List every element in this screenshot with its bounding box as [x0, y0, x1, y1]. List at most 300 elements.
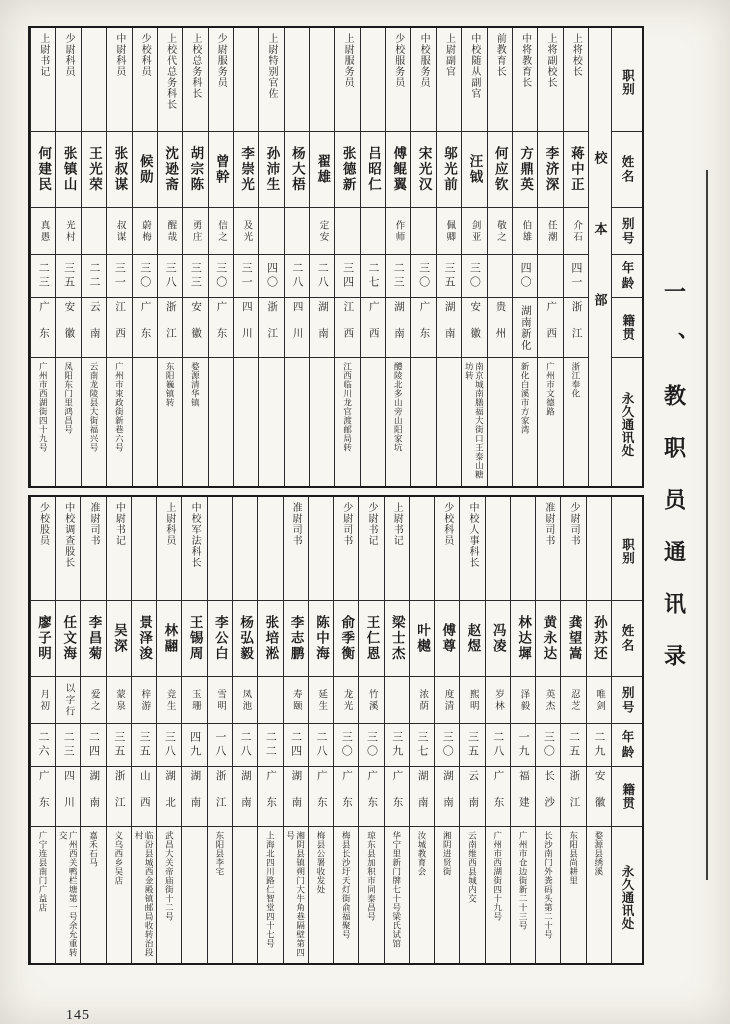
person-address: 东阳巍镇转	[165, 362, 176, 407]
person-address-cell	[513, 358, 537, 486]
person-address-cell	[488, 358, 512, 486]
person-native-cell	[410, 767, 434, 827]
person-rank-cell	[133, 28, 157, 132]
person-age-cell	[182, 724, 206, 767]
person-rank-cell	[386, 28, 410, 132]
header-age-cell	[612, 255, 642, 298]
person-age-cell	[133, 255, 157, 298]
person-name: 林翮	[162, 623, 178, 654]
person-alias: 任潮	[545, 219, 556, 243]
person-column	[232, 497, 257, 963]
person-age: 二八	[239, 731, 252, 759]
person-name: 王光荣	[86, 146, 102, 193]
person-age: 四一	[569, 262, 582, 290]
person-alias: 叔谋	[114, 219, 125, 243]
person-rank: 上将副校长	[544, 33, 556, 88]
person-rank-cell	[158, 28, 182, 132]
person-alias-cell	[561, 677, 585, 724]
person-native-cell	[511, 767, 535, 827]
person-address-cell	[538, 358, 562, 486]
person-address: 云南维西县城内交	[467, 831, 478, 903]
person-name-cell	[310, 132, 334, 208]
person-rank-cell	[462, 28, 486, 132]
person-alias-cell	[258, 677, 282, 724]
person-age: 三〇	[138, 262, 151, 290]
person-native: 安徽	[63, 301, 75, 354]
person-column	[106, 497, 131, 963]
person-native: 广东	[340, 770, 352, 823]
person-alias: 玉珊	[189, 688, 200, 712]
person-age: 二四	[87, 731, 100, 759]
person-address-cell	[335, 358, 359, 486]
person-native-cell	[208, 767, 232, 827]
person-age: 一八	[213, 731, 226, 759]
person-rank-cell	[209, 28, 233, 132]
person-rank: 中校随从副官	[468, 33, 480, 99]
person-age-cell	[410, 724, 434, 767]
person-name: 邬光前	[442, 146, 458, 193]
person-age: 二四	[289, 731, 302, 759]
person-column	[181, 497, 206, 963]
person-alias: 延生	[316, 688, 327, 712]
header-address-label: 永久通讯处	[620, 864, 634, 930]
person-age: 二六	[37, 731, 50, 759]
person-name-cell	[486, 601, 510, 677]
person-rank: 准尉司书	[290, 502, 302, 546]
person-alias: 蔚梅	[139, 219, 150, 243]
person-native-cell	[561, 767, 585, 827]
person-address: 婺源清华镇	[190, 362, 201, 407]
person-address-cell	[486, 827, 510, 963]
person-rank: 少尉服务员	[215, 33, 227, 88]
header-column	[611, 497, 642, 963]
person-native-cell	[310, 298, 334, 358]
person-age: 三〇	[441, 731, 454, 759]
person-native: 广东	[366, 770, 378, 823]
person-name: 黄永达	[541, 615, 557, 662]
person-rank: 中校调查股长	[62, 502, 74, 568]
person-alias-cell	[233, 677, 257, 724]
person-alias: 佩卿	[444, 219, 455, 243]
person-native: 福建	[517, 770, 529, 823]
person-age: 三七	[416, 731, 428, 759]
person-rank: 少尉书记	[365, 502, 377, 546]
person-address-cell	[310, 358, 334, 486]
person-name-cell	[513, 132, 537, 208]
person-address: 临汾县城西金殿镇邮局收转治段村	[134, 831, 155, 957]
person-name-cell	[81, 601, 105, 677]
header-age-cell	[612, 724, 642, 767]
person-alias-cell	[386, 208, 410, 255]
person-name-cell	[107, 601, 131, 677]
person-column	[308, 497, 333, 963]
person-age: 三五	[138, 731, 151, 759]
bottom-table-columns	[30, 497, 642, 963]
person-address-cell	[183, 358, 207, 486]
person-address: 江西临川龙官渡邮局转	[342, 362, 353, 452]
person-column	[283, 497, 308, 963]
person-address-cell	[107, 827, 131, 963]
person-name: 张培淞	[263, 615, 279, 662]
person-column	[55, 497, 80, 963]
person-alias-cell	[587, 677, 611, 724]
person-age-cell	[82, 255, 106, 298]
person-rank-cell	[183, 28, 207, 132]
person-alias-cell	[157, 677, 181, 724]
person-native-cell	[460, 767, 484, 827]
person-column	[81, 28, 106, 486]
person-name: 景泽浚	[137, 615, 153, 662]
person-alias-cell	[361, 208, 385, 255]
person-address-cell	[435, 827, 459, 963]
person-rank-cell	[234, 28, 258, 132]
person-column	[535, 497, 560, 963]
person-name: 宋光汉	[416, 146, 432, 193]
person-native-cell	[157, 767, 181, 827]
person-alias-cell	[359, 677, 383, 724]
person-age: 三八	[164, 262, 177, 290]
person-address-cell	[561, 827, 585, 963]
person-rank-cell	[107, 497, 131, 601]
person-alias: 醒哉	[165, 219, 176, 243]
person-name-cell	[31, 132, 55, 208]
header-alias-cell	[612, 208, 642, 255]
person-name-cell	[209, 132, 233, 208]
header-native-cell	[612, 298, 642, 358]
person-alias: 作师	[393, 219, 404, 243]
person-rank: 上校代总务科长	[164, 33, 176, 110]
person-address-cell	[460, 827, 484, 963]
person-native-cell	[107, 298, 131, 358]
person-address: 琼东县加积市同泰昌号	[366, 831, 377, 921]
person-name: 龚望嵩	[566, 615, 582, 662]
person-alias-cell	[107, 677, 131, 724]
person-native: 四川	[240, 301, 252, 354]
person-address: 湘阴进贤街	[442, 831, 453, 876]
person-name-cell	[309, 601, 333, 677]
person-address-cell	[56, 358, 80, 486]
person-name: 俞季衡	[339, 615, 355, 662]
person-native: 广东	[418, 301, 430, 354]
person-name-cell	[107, 132, 131, 208]
person-column	[208, 28, 233, 486]
person-native-cell	[233, 767, 257, 827]
person-address: 凤阳东门里鸿昌号	[63, 362, 74, 434]
person-alias-cell	[31, 208, 55, 255]
person-column	[485, 497, 510, 963]
person-rank: 上尉副官	[443, 33, 455, 77]
person-address: 广州市文德路	[545, 362, 556, 416]
person-address: 广州市西湖街四十九号	[38, 362, 49, 452]
person-native-cell	[335, 298, 359, 358]
person-rank: 中尉科员	[113, 33, 125, 77]
person-address: 广州市仓边街新二十三号	[518, 831, 529, 930]
person-address: 嘉禾石马	[88, 831, 99, 867]
person-name-cell	[411, 132, 435, 208]
person-rank: 中校人事科长	[467, 502, 479, 568]
person-name-cell	[56, 132, 80, 208]
person-address: 婺源县绣溪	[593, 831, 604, 876]
person-alias: 敬之	[494, 219, 505, 243]
person-column	[385, 28, 410, 486]
person-native: 广东	[139, 301, 151, 354]
person-age-cell	[460, 724, 484, 767]
person-native: 四川	[63, 770, 75, 823]
person-rank: 上校总务科长	[189, 33, 201, 99]
person-column	[436, 28, 461, 486]
person-name-cell	[208, 601, 232, 677]
person-rank-cell	[310, 28, 334, 132]
person-name: 张德新	[340, 146, 356, 193]
person-native: 广东	[215, 301, 227, 354]
person-address: 义乌西乡吴店	[113, 831, 124, 885]
header-age-label: 年龄	[620, 260, 634, 292]
person-native-cell	[437, 298, 461, 358]
person-age-cell	[462, 255, 486, 298]
person-alias: 蒙泉	[114, 688, 125, 712]
person-age: 四〇	[265, 262, 278, 290]
person-alias: 勇庄	[190, 219, 201, 243]
top-table-main-campus	[28, 26, 644, 488]
person-age-cell	[361, 255, 385, 298]
person-name: 傅鲲翼	[391, 146, 407, 193]
person-native-cell	[536, 767, 560, 827]
person-alias: 月初	[38, 688, 49, 712]
person-age-cell	[335, 255, 359, 298]
person-age-cell	[564, 255, 588, 298]
person-rank-cell	[107, 28, 131, 132]
person-age: 二五	[567, 731, 580, 759]
person-name-cell	[234, 132, 258, 208]
person-name-cell	[462, 132, 486, 208]
person-age-cell	[561, 724, 585, 767]
person-rank-cell	[486, 497, 510, 601]
person-age-cell	[285, 255, 309, 298]
person-age-cell	[437, 255, 461, 298]
person-age-cell	[107, 724, 131, 767]
person-column	[434, 497, 459, 963]
person-name: 沈逊斋	[163, 146, 179, 193]
person-native-cell	[361, 298, 385, 358]
person-age-cell	[31, 724, 55, 767]
person-address: 梅县长沙圩天灯街俞福聚号	[341, 831, 352, 939]
person-age: 三八	[163, 731, 176, 759]
header-rank-label: 职别	[620, 68, 635, 96]
person-name: 杨弘毅	[238, 615, 254, 662]
person-name-cell	[157, 601, 181, 677]
person-address-cell	[133, 358, 157, 486]
person-name-cell	[488, 132, 512, 208]
person-age-cell	[513, 255, 537, 298]
person-address-cell	[385, 827, 409, 963]
person-rank-cell	[285, 28, 309, 132]
person-address-cell	[82, 358, 106, 486]
person-age: 三一	[113, 262, 126, 290]
person-rank: 准尉司书	[542, 502, 554, 546]
person-age: 三五	[443, 262, 456, 290]
person-column	[258, 28, 283, 486]
person-alias: 度清	[442, 688, 453, 712]
person-native-cell	[182, 767, 206, 827]
tables-area	[28, 26, 644, 1023]
person-name: 蒋中正	[568, 146, 584, 193]
person-age: 二七	[366, 262, 379, 290]
person-alias: 泽毅	[518, 688, 529, 712]
person-alias: 寿颐	[290, 688, 301, 712]
person-alias-cell	[334, 677, 358, 724]
person-age-cell	[538, 255, 562, 298]
person-native: 江西	[114, 301, 126, 354]
person-name: 候勋	[137, 154, 153, 185]
person-alias-cell	[56, 208, 80, 255]
person-column	[80, 497, 105, 963]
person-rank-cell	[460, 497, 484, 601]
person-age: 三五	[62, 262, 75, 290]
header-alias-label: 别号	[620, 685, 635, 715]
header-alias-label: 别号	[620, 216, 635, 246]
person-address-cell	[157, 827, 181, 963]
person-rank-cell	[561, 497, 585, 601]
person-native-cell	[385, 767, 409, 827]
person-alias-cell	[411, 208, 435, 255]
person-address: 梅县公署收发处	[315, 831, 326, 894]
person-column	[30, 497, 55, 963]
person-native: 贵州	[494, 301, 506, 354]
person-alias-cell	[107, 208, 131, 255]
person-age: 三〇	[365, 731, 378, 759]
person-age-cell	[31, 255, 55, 298]
section-label: 校本部	[592, 150, 608, 364]
person-native: 浙江	[214, 770, 226, 823]
person-native-cell	[31, 767, 55, 827]
person-column	[207, 497, 232, 963]
person-native-cell	[359, 767, 383, 827]
person-name-cell	[258, 601, 282, 677]
person-age-cell	[183, 255, 207, 298]
person-age-cell	[81, 724, 105, 767]
person-rank: 中尉书记	[113, 502, 125, 546]
person-address-cell	[31, 827, 55, 963]
person-name: 翟雄	[315, 154, 331, 185]
person-native-cell	[107, 767, 131, 827]
person-alias-cell	[385, 677, 409, 724]
person-address-cell	[258, 827, 282, 963]
person-age-cell	[488, 255, 512, 298]
person-alias-cell	[462, 208, 486, 255]
person-address-cell	[182, 827, 206, 963]
person-native-cell	[133, 298, 157, 358]
person-rank-cell	[56, 497, 80, 601]
person-address: 广州西关鸭栏塘第一号余允重转交	[58, 831, 79, 957]
person-rank: 中校服务员	[418, 33, 430, 88]
person-age-cell	[233, 724, 257, 767]
person-address: 广州市西湖街四十九号	[492, 831, 503, 921]
person-native: 广东	[38, 301, 50, 354]
person-address-cell	[536, 827, 560, 963]
person-alias-cell	[410, 677, 434, 724]
person-alias-cell	[486, 677, 510, 724]
person-rank-cell	[488, 28, 512, 132]
person-age: 二三	[62, 731, 75, 759]
person-alias: 雪明	[215, 688, 226, 712]
person-name-cell	[511, 601, 535, 677]
person-alias: 光村	[63, 219, 74, 243]
person-alias-cell	[31, 677, 55, 724]
person-native: 安徽	[190, 301, 202, 354]
person-column	[55, 28, 80, 486]
person-name: 胡宗陈	[188, 146, 204, 193]
person-native: 浙江	[164, 301, 176, 354]
header-address-label: 永久通讯处	[620, 391, 634, 457]
bottom-table	[28, 495, 644, 965]
person-address: 醴陵北多山旁山阳家坑	[393, 362, 404, 452]
header-address-cell	[612, 358, 642, 486]
person-alias-cell	[460, 677, 484, 724]
person-native: 广东	[37, 770, 49, 823]
person-name: 李志鹏	[288, 615, 304, 662]
person-column	[233, 28, 258, 486]
person-rank-cell	[82, 28, 106, 132]
person-name: 王锡周	[187, 615, 203, 662]
person-native-cell	[488, 298, 512, 358]
person-native-cell	[435, 767, 459, 827]
person-name-cell	[183, 132, 207, 208]
person-age: 二八	[491, 731, 504, 759]
person-alias: 梓游	[139, 688, 150, 712]
person-rank-cell	[309, 497, 333, 601]
person-rank: 上尉科员	[163, 502, 175, 546]
person-age: 二三	[392, 262, 405, 290]
person-native-cell	[285, 298, 309, 358]
person-column	[410, 28, 435, 486]
person-native: 广西	[545, 301, 557, 354]
person-alias: 竹溪	[366, 688, 377, 712]
person-name: 李公白	[212, 615, 228, 662]
person-rank-cell	[361, 28, 385, 132]
person-address: 浙江奉化	[570, 362, 581, 398]
person-native: 广西	[367, 301, 379, 354]
person-age: 一九	[517, 731, 530, 759]
person-age: 三〇	[542, 731, 555, 759]
person-name: 叶樾	[415, 623, 430, 654]
person-name: 何应钦	[492, 146, 508, 193]
person-age: 三一	[240, 262, 253, 290]
person-name: 何建民	[36, 146, 52, 193]
person-native-cell	[411, 298, 435, 358]
person-column	[510, 497, 535, 963]
person-name: 方鼎英	[518, 146, 534, 193]
person-address-cell	[285, 358, 309, 486]
person-native: 湖南	[290, 770, 302, 823]
person-alias-cell	[335, 208, 359, 255]
person-age-cell	[486, 724, 510, 767]
person-column	[586, 497, 611, 963]
person-age-cell	[587, 724, 611, 767]
person-name: 汪钺	[467, 154, 483, 185]
person-rank: 前教育长	[494, 33, 506, 77]
person-name-cell	[233, 601, 257, 677]
person-age: 四九	[188, 731, 201, 759]
person-alias: 信之	[216, 219, 227, 243]
person-column	[106, 28, 131, 486]
header-name-label: 姓名	[620, 155, 634, 184]
person-name: 任文海	[61, 615, 77, 662]
person-address: 湘阴县镇朔门大牛角巷隔壁第四号	[285, 831, 306, 957]
person-native: 广东	[315, 770, 327, 823]
person-address: 南京城南膳福大街口王泰山糖坊转	[464, 362, 485, 479]
person-native: 云南	[88, 301, 100, 354]
person-alias-cell	[538, 208, 562, 255]
